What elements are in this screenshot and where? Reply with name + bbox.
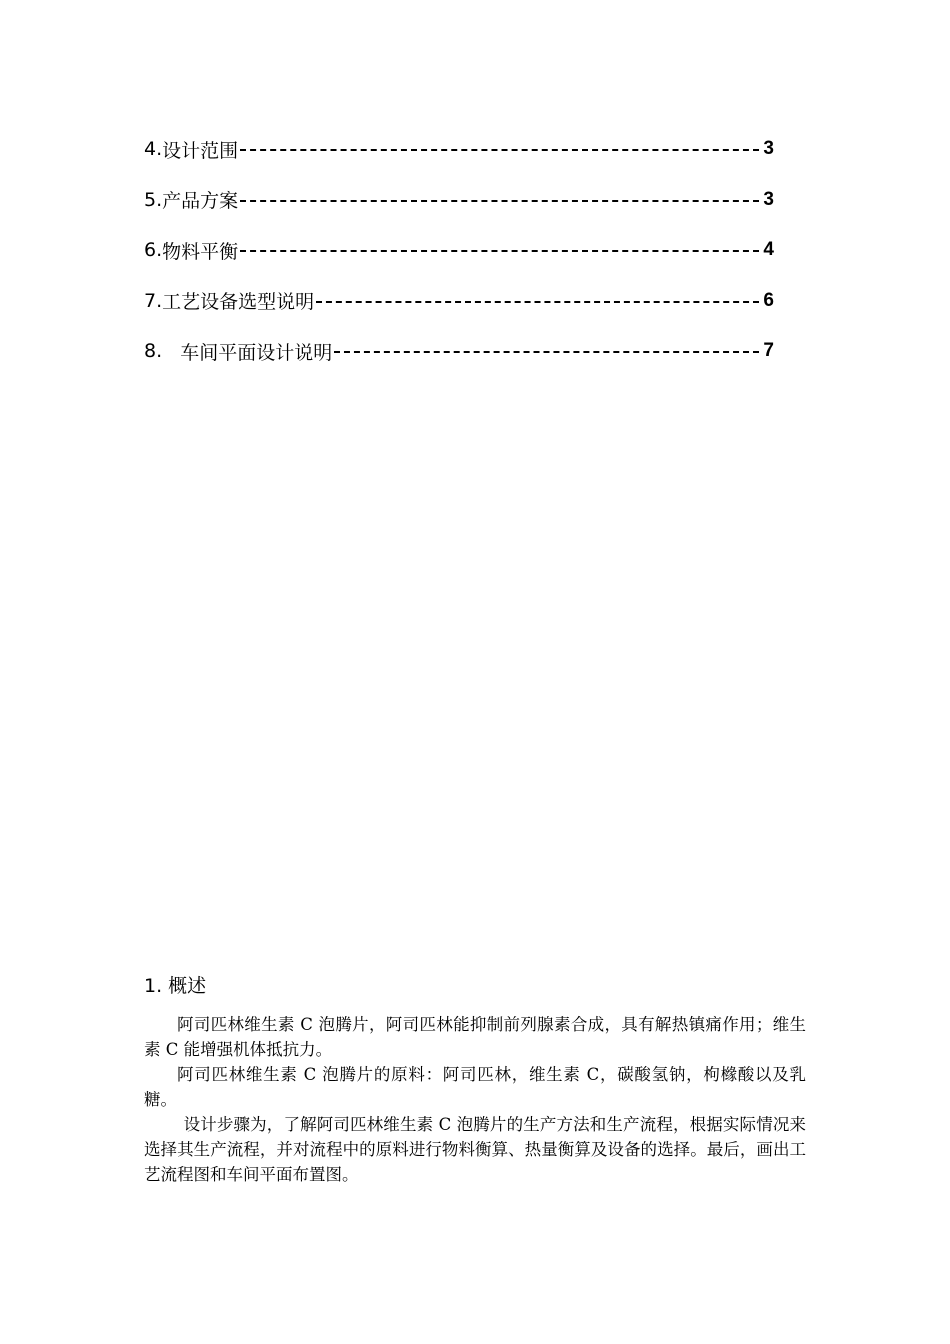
overview-paragraph: 阿司匹林维生素 C 泡腾片，阿司匹林能抑制前列腺素合成，具有解热镇痛作用；维生素 C 能增强机体抵抗力。: [144, 1015, 806, 1059]
toc-entry-number: 7.: [144, 289, 163, 312]
toc-entry-product-plan[interactable]: [144, 175, 774, 226]
toc-leader-line: [240, 200, 759, 202]
toc-leader-line: [240, 149, 759, 151]
toc-entry-number: 4.: [144, 138, 163, 161]
toc-entry-page: 3: [763, 188, 774, 210]
toc-entry-page: 6: [763, 289, 774, 311]
toc-entry-workshop-layout[interactable]: [144, 326, 774, 377]
toc-entry-page: 7: [763, 340, 774, 362]
toc-entry-page: 3: [763, 138, 774, 160]
toc-leader-line: [240, 250, 759, 252]
toc-entry-number: 8.: [144, 340, 181, 363]
toc-entry-page: 4: [763, 239, 774, 261]
toc-leader-line: [316, 301, 759, 303]
toc-entry-number: 5.: [144, 188, 163, 211]
table-of-contents: [144, 124, 774, 377]
toc-entry-number: 6.: [144, 239, 163, 262]
toc-entry-design-scope[interactable]: [144, 124, 774, 175]
toc-entry-title: 工艺设备选型说明: [162, 291, 315, 314]
toc-entry-title: 产品方案: [162, 190, 239, 213]
toc-leader-line: [334, 351, 759, 353]
overview-paragraph: 设计步骤为，了解阿司匹林维生素 C 泡腾片的生产方法和生产流程，根据实际情况来选择其生产流程，并对流程中的原料进行物料衡算、热量衡算及设备的选择。最后，画出工艺流程图和车间平面布置图。: [144, 1115, 806, 1184]
section-heading-overview: 1. 概述: [144, 975, 207, 997]
toc-entry-equipment-selection[interactable]: [144, 276, 774, 327]
overview-paragraph: 阿司匹林维生素 C 泡腾片的原料：阿司匹林，维生素 C，碳酸氢钠，枸橼酸以及乳糖。: [144, 1065, 806, 1109]
toc-entry-title: 设计范围: [162, 139, 239, 162]
overview-body: [144, 1012, 806, 1187]
toc-entry-title: 物料平衡: [162, 240, 239, 263]
toc-entry-material-balance[interactable]: [144, 225, 774, 276]
toc-entry-title: 车间平面设计说明: [180, 341, 333, 364]
